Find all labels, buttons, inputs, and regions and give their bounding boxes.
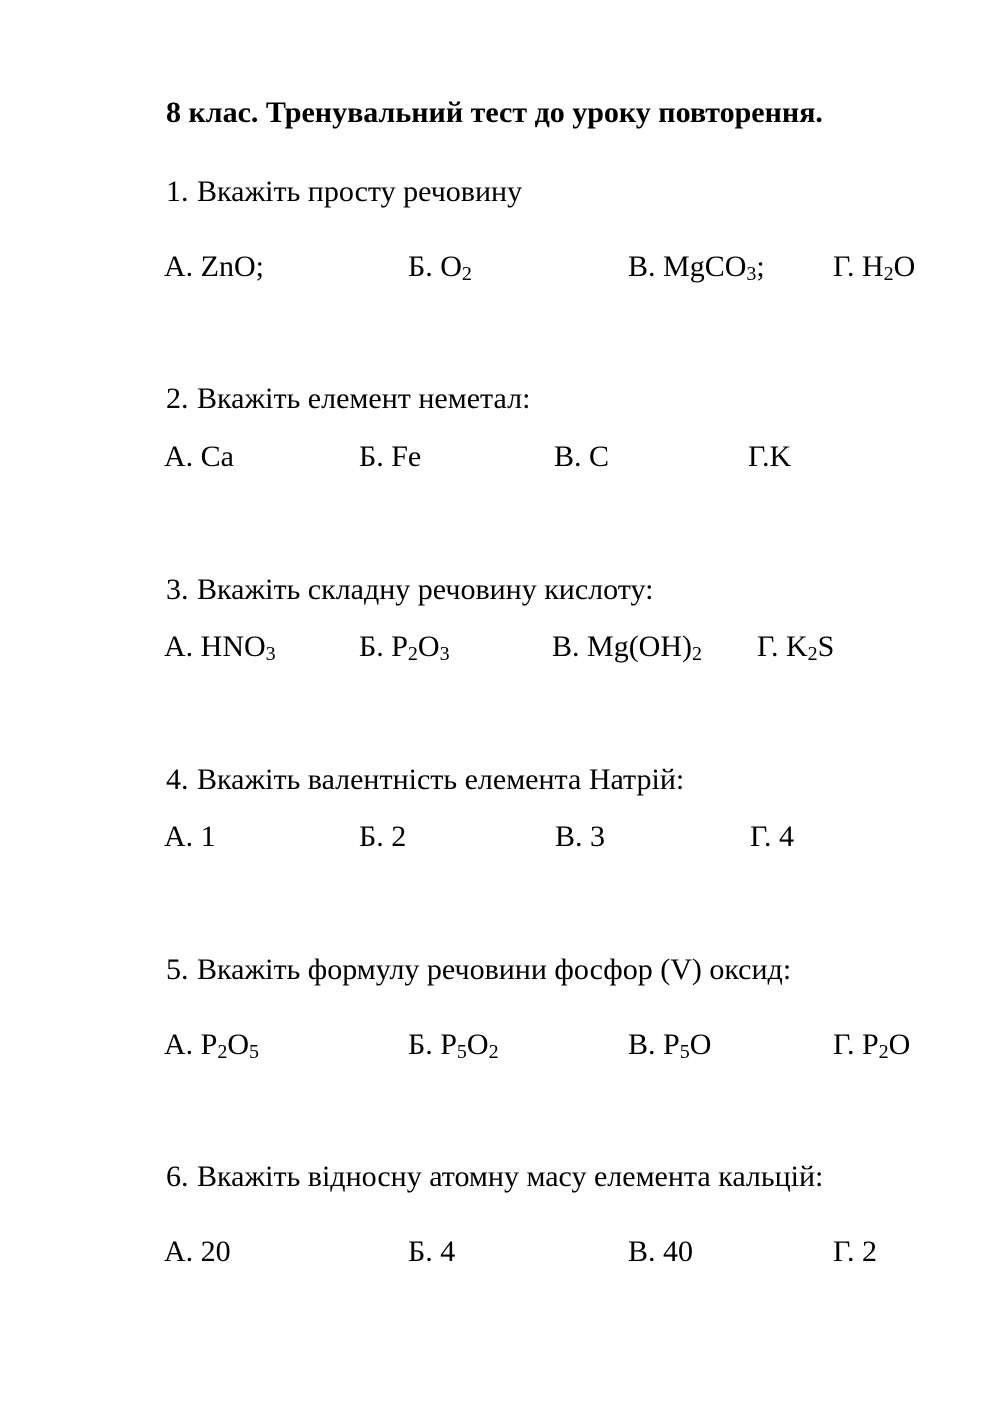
answer-option[interactable] xyxy=(359,820,406,854)
option-letter: А. xyxy=(164,1028,194,1061)
answer-option[interactable] xyxy=(164,1235,231,1269)
option-formula: $O_2$ xyxy=(432,250,472,285)
answer-option[interactable] xyxy=(164,1028,259,1062)
option-letter: Г. xyxy=(833,250,855,283)
option-letter: Г. xyxy=(833,1028,855,1061)
option-formula: Ca xyxy=(193,440,234,473)
option-letter: Г. xyxy=(833,1235,855,1268)
option-letter: В. xyxy=(554,440,582,473)
option-letter: Б. xyxy=(408,1235,433,1268)
option-letter: В. xyxy=(555,820,583,853)
option-letter: А. xyxy=(164,1235,194,1268)
answer-option[interactable] xyxy=(833,1235,877,1269)
answer-option[interactable] xyxy=(555,820,605,854)
option-letter: В. xyxy=(552,630,580,663)
option-formula: MgCO$_3$; xyxy=(655,250,765,285)
question-text: Вкажіть просту речовину xyxy=(197,175,523,208)
option-letter: А. xyxy=(164,820,194,853)
question-text: Вкажіть складну речовину кислоту: xyxy=(197,573,654,606)
answer-option[interactable] xyxy=(408,250,472,284)
option-formula: $H_2O$ xyxy=(854,250,916,285)
option-letter: В. xyxy=(628,250,656,283)
option-letter: Б. xyxy=(359,440,384,473)
option-formula: Fe xyxy=(383,440,422,473)
answer-option[interactable] xyxy=(554,440,609,474)
answer-option[interactable] xyxy=(552,630,702,664)
answer-option[interactable] xyxy=(628,1028,711,1062)
option-formula: ZnO; xyxy=(193,250,264,283)
option-formula: $K_2S$ xyxy=(778,630,835,665)
question-5 xyxy=(166,953,791,987)
option-formula: $P_5O_2$ xyxy=(432,1028,499,1063)
option-formula: 1 xyxy=(193,820,216,853)
option-formula: $HNO_3$ xyxy=(193,630,276,665)
option-formula: 2 xyxy=(383,820,407,853)
answer-option[interactable] xyxy=(164,630,276,664)
answer-option[interactable] xyxy=(164,250,264,284)
question-3 xyxy=(166,573,653,607)
option-letter: А. xyxy=(164,440,194,473)
answer-option[interactable] xyxy=(408,1235,455,1269)
option-letter: В. xyxy=(628,1028,656,1061)
option-formula: 4 xyxy=(771,820,794,853)
option-formula: 4 xyxy=(432,1235,456,1268)
question-2 xyxy=(166,382,530,416)
question-6 xyxy=(166,1160,823,1194)
question-number: 6. xyxy=(166,1160,189,1193)
question-4 xyxy=(166,763,684,797)
answer-option[interactable] xyxy=(164,440,234,474)
option-formula: $Mg(OH)_2$ xyxy=(579,630,703,665)
option-letter: Г. xyxy=(748,440,770,473)
answer-option[interactable] xyxy=(748,440,791,474)
option-formula: 3 xyxy=(582,820,606,853)
answer-option[interactable] xyxy=(628,250,765,284)
option-letter: Б. xyxy=(359,630,384,663)
answer-option[interactable] xyxy=(750,820,794,854)
option-formula: $P_2O_5$ xyxy=(193,1028,260,1063)
answer-option[interactable] xyxy=(833,250,915,284)
option-letter: Г. xyxy=(757,630,779,663)
question-text: Вкажіть валентність елемента Натрій: xyxy=(197,763,685,796)
option-formula: 20 xyxy=(193,1235,231,1268)
answer-option[interactable] xyxy=(408,1028,499,1062)
option-formula: 2 xyxy=(854,1235,877,1268)
option-formula: K xyxy=(769,440,792,473)
option-letter: Б. xyxy=(408,1028,433,1061)
answer-option[interactable] xyxy=(164,820,216,854)
answer-option[interactable] xyxy=(359,630,450,664)
question-number: 5. xyxy=(166,953,189,986)
option-formula: $P_2O$ xyxy=(854,1028,911,1063)
question-1 xyxy=(166,175,522,209)
option-letter: Б. xyxy=(359,820,384,853)
question-number: 2. xyxy=(166,382,189,415)
answer-option[interactable] xyxy=(757,630,834,664)
question-number: 1. xyxy=(166,175,189,208)
answer-option[interactable] xyxy=(628,1235,693,1269)
question-text: Вкажіть формулу речовини фосфор (V) оксид: xyxy=(197,953,792,986)
question-text: Вкажіть відносну атомну масу елемента кальцій: xyxy=(197,1160,824,1193)
page-title: 8 клас. Тренувальний тест до уроку повторення. xyxy=(166,96,823,129)
question-text: Вкажіть елемент неметал: xyxy=(197,382,531,415)
question-number: 4. xyxy=(166,763,189,796)
option-letter: В. xyxy=(628,1235,656,1268)
option-formula: C xyxy=(581,440,610,473)
answer-option[interactable] xyxy=(833,1028,910,1062)
option-formula: $P_2O_3$ xyxy=(383,630,450,665)
option-formula: $P_5O$ xyxy=(655,1028,712,1063)
option-formula: 40 xyxy=(655,1235,694,1268)
option-letter: А. xyxy=(164,630,194,663)
option-letter: Б. xyxy=(408,250,433,283)
question-number: 3. xyxy=(166,573,189,606)
option-letter: Г. xyxy=(750,820,772,853)
answer-option[interactable] xyxy=(359,440,421,474)
option-letter: А. xyxy=(164,250,194,283)
